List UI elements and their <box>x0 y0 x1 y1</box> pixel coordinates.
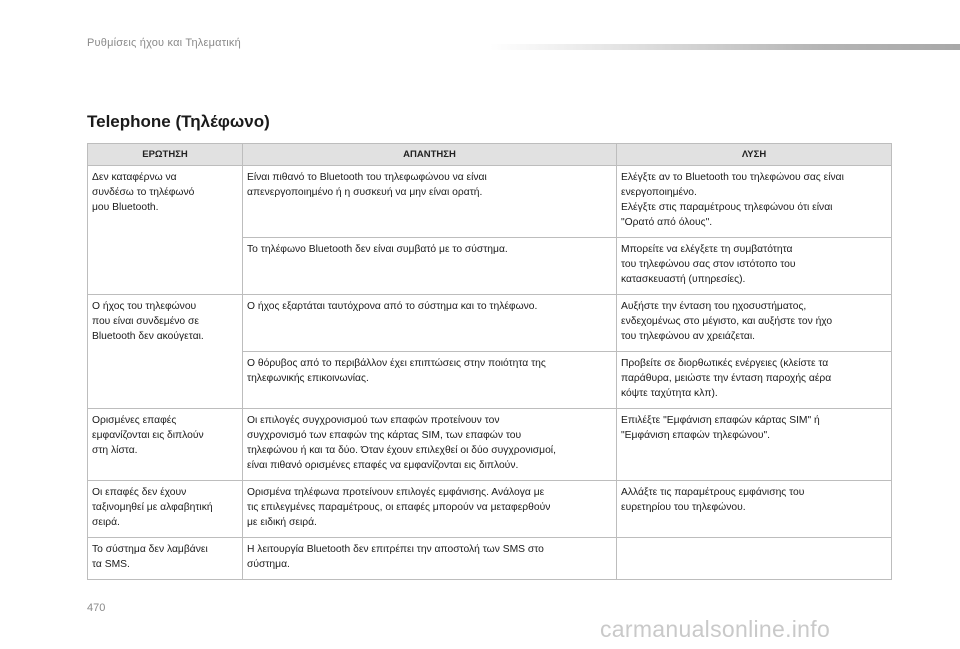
solution-cell <box>617 538 892 580</box>
solution-cell: Προβείτε σε διορθωτικές ενέργειες (κλείστε τα παράθυρα, μειώστε την ένταση παροχής αέρα κόψτε ταχύτητα κλπ). <box>617 352 892 409</box>
section-title: Telephone (Τηλέφωνο) <box>87 112 270 131</box>
running-header: Ρυθμίσεις ήχου και Τηλεματική <box>87 37 241 49</box>
table-row <box>88 166 892 238</box>
question-cell: Δεν καταφέρνω να συνδέσω το τηλέφωνό μου Bluetooth. <box>88 166 243 295</box>
column-header-question: ΕΡΩΤΗΣΗ <box>88 144 243 166</box>
page-number: 470 <box>87 602 106 614</box>
answer-cell: Είναι πιθανό το Bluetooth του τηλεφωφώνου να είναι απενεργοποιημένο ή η συσκευή να μην είναι ορατή. <box>243 166 617 238</box>
answer-cell: Ο θόρυβος από το περιβάλλον έχει επιπτώσεις στην ποιότητα της τηλεφωνικής επικοινωνίας. <box>243 352 617 409</box>
table-row <box>88 295 892 352</box>
header-gradient-rule <box>490 44 960 50</box>
question-cell: Ο ήχος του τηλεφώνου που είναι συνδεμένο σε Bluetooth δεν ακούγεται. <box>88 295 243 409</box>
question-cell: Το σύστημα δεν λαμβάνει τα SMS. <box>88 538 243 580</box>
column-header-solution: ΛΥΣΗ <box>617 144 892 166</box>
answer-cell: Ο ήχος εξαρτάται ταυτόχρονα από το σύστημα και το τηλέφωνο. <box>243 295 617 352</box>
solution-cell: Αυξήστε την ένταση του ηχοσυστήματος, ενδεχομένως στο μέγιστο, και αυξήστε τον ήχο του τηλεφώνου αν χρειάζεται. <box>617 295 892 352</box>
question-cell: Ορισμένες επαφές εμφανίζονται εις διπλούν στη λίστα. <box>88 409 243 481</box>
solution-cell: Ελέγξτε αν το Bluetooth του τηλεφώνου σας είναι ενεργοποιημένο. Ελέγξτε στις παραμέτρους τηλεφώνου ότι είναι "Ορατό από όλους". <box>617 166 892 238</box>
table-row <box>88 538 892 580</box>
solution-cell: Επιλέξτε "Εμφάνιση επαφών κάρτας SIM" ή "Εμφάνιση επαφών τηλεφώνου". <box>617 409 892 481</box>
table-row <box>88 409 892 481</box>
watermark: carmanualsonline.info <box>600 616 831 642</box>
column-header-answer: ΑΠΑΝΤΗΣΗ <box>243 144 617 166</box>
solution-cell: Μπορείτε να ελέγξετε τη συμβατότητα του τηλεφώνου σας στον ιστότοπο του κατασκευαστή (υπηρεσίες). <box>617 238 892 295</box>
troubleshooting-table <box>87 143 892 580</box>
answer-cell: Οι επιλογές συγχρονισμού των επαφών προτείνουν τον συγχρονισμό των επαφών της κάρτας SIM, των επαφών του τηλεφώνου ή και τα δύο. Όταν έχουν επιλεχθεί οι δύο συγχρονισμοί, είναι πιθανό ορισμένες επαφές να εμφανίζονται εις διπλούν. <box>243 409 617 481</box>
answer-cell: Ορισμένα τηλέφωνα προτείνουν επιλογές εμφάνισης. Ανάλογα με τις επιλεγμένες παραμέτρους, οι επαφές μπορούν να μεταφερθούν με ειδική σειρά. <box>243 481 617 538</box>
answer-cell: Το τηλέφωνο Bluetooth δεν είναι συμβατό με το σύστημα. <box>243 238 617 295</box>
table-row <box>88 481 892 538</box>
answer-cell: Η λειτουργία Bluetooth δεν επιτρέπει την αποστολή των SMS στο σύστημα. <box>243 538 617 580</box>
table-header-row <box>88 144 892 166</box>
solution-cell: Αλλάξτε τις παραμέτρους εμφάνισης του ευρετηρίου του τηλεφώνου. <box>617 481 892 538</box>
question-cell: Οι επαφές δεν έχουν ταξινομηθεί με αλφαβητική σειρά. <box>88 481 243 538</box>
